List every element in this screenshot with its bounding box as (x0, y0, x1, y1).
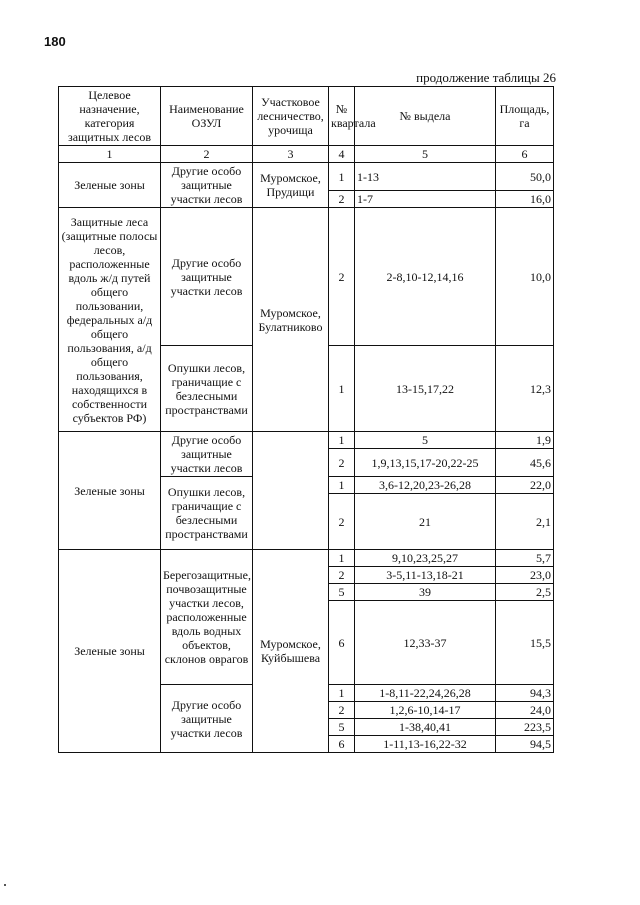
area-cell: 10,0 (496, 208, 554, 346)
area-cell: 223,5 (496, 719, 554, 736)
area-cell: 50,0 (496, 163, 554, 191)
quarter-cell: 1 (329, 685, 355, 702)
forestry-cell: Муромское, Прудищи (253, 163, 329, 208)
vydel-cell: 13-15,17,22 (355, 346, 496, 432)
quarter-cell: 5 (329, 584, 355, 601)
quarter-cell: 1 (329, 432, 355, 449)
vydel-cell: 12,33-37 (355, 601, 496, 685)
ozul-cell: Другие особо защитные участки лесов (161, 685, 253, 753)
vydel-cell: 3-5,11-13,18-21 (355, 567, 496, 584)
column-number: 4 (329, 146, 355, 163)
table-row (59, 208, 554, 346)
area-cell: 23,0 (496, 567, 554, 584)
purpose-cell: Зеленые зоны (59, 163, 161, 208)
header-quarter: № квартала (329, 87, 355, 146)
column-number: 1 (59, 146, 161, 163)
quarter-cell: 1 (329, 163, 355, 191)
purpose-cell: Зеленые зоны (59, 432, 161, 550)
quarter-cell: 2 (329, 449, 355, 477)
quarter-cell: 1 (329, 346, 355, 432)
area-cell: 12,3 (496, 346, 554, 432)
ozul-cell: Другие особо защитные участки лесов (161, 432, 253, 477)
area-cell: 2,1 (496, 494, 554, 550)
quarter-cell: 6 (329, 601, 355, 685)
forestry-cell (253, 432, 329, 550)
vydel-cell: 9,10,23,25,27 (355, 550, 496, 567)
column-number: 6 (496, 146, 554, 163)
table-row (59, 163, 554, 191)
forestry-cell: Муромское, Булатниково (253, 208, 329, 432)
vydel-cell: 1-38,40,41 (355, 719, 496, 736)
ozul-cell: Опушки лесов, граничащие с безлесными пространствами (161, 477, 253, 550)
vydel-cell: 1-8,11-22,24,26,28 (355, 685, 496, 702)
vydel-cell: 1-11,13-16,22-32 (355, 736, 496, 753)
ozul-cell: Берегозащитные, почвозащитные участки лесов, расположенные вдоль водных объектов, склонов оврагов (161, 550, 253, 685)
quarter-cell: 6 (329, 736, 355, 753)
vydel-cell: 2-8,10-12,14,16 (355, 208, 496, 346)
purpose-cell: Защитные леса (защитные полосы лесов, расположенные вдоль ж/д путей общего пользовании, федеральных а/д общего пользования, а/д общего пользования, находящихся в собственности субъектов РФ) (59, 208, 161, 432)
protective-forests-table (58, 86, 554, 753)
vydel-cell: 3,6-12,20,23-26,28 (355, 477, 496, 494)
quarter-cell: 1 (329, 550, 355, 567)
area-cell: 22,0 (496, 477, 554, 494)
header-forestry: Участковое лесничество, урочища (253, 87, 329, 146)
quarter-cell: 5 (329, 719, 355, 736)
column-number: 2 (161, 146, 253, 163)
vydel-cell: 1-7 (355, 191, 496, 208)
header-ozul: Наименование ОЗУЛ (161, 87, 253, 146)
header-purpose: Целевое назначение, категория защитных лесов (59, 87, 161, 146)
table-row (59, 550, 554, 567)
vydel-cell: 1-13 (355, 163, 496, 191)
vydel-cell: 1,2,6-10,14-17 (355, 702, 496, 719)
area-cell: 45,6 (496, 449, 554, 477)
table-continuation-caption: продолжение таблицы 26 (416, 70, 556, 85)
purpose-cell: Зеленые зоны (59, 550, 161, 753)
quarter-cell: 2 (329, 567, 355, 584)
area-cell: 2,5 (496, 584, 554, 601)
quarter-cell: 2 (329, 702, 355, 719)
area-cell: 1,9 (496, 432, 554, 449)
quarter-cell: 2 (329, 494, 355, 550)
ozul-cell: Другие особо защитные участки лесов (161, 163, 253, 208)
area-cell: 94,5 (496, 736, 554, 753)
vydel-cell: 39 (355, 584, 496, 601)
header-vydel: № выдела (355, 87, 496, 146)
page-number: 180 (44, 34, 66, 49)
area-cell: 94,3 (496, 685, 554, 702)
quarter-cell: 2 (329, 191, 355, 208)
ozul-cell: Опушки лесов, граничащие с безлесными пространствами (161, 346, 253, 432)
scan-artifact (4, 884, 6, 886)
area-cell: 5,7 (496, 550, 554, 567)
area-cell: 16,0 (496, 191, 554, 208)
vydel-cell: 21 (355, 494, 496, 550)
header-area: Площадь, га (496, 87, 554, 146)
vydel-cell: 1,9,13,15,17-20,22-25 (355, 449, 496, 477)
area-cell: 15,5 (496, 601, 554, 685)
column-number: 5 (355, 146, 496, 163)
column-number: 3 (253, 146, 329, 163)
quarter-cell: 2 (329, 208, 355, 346)
table-row (59, 432, 554, 449)
vydel-cell: 5 (355, 432, 496, 449)
quarter-cell: 1 (329, 477, 355, 494)
area-cell: 24,0 (496, 702, 554, 719)
forestry-cell: Муромское, Куйбышева (253, 550, 329, 753)
ozul-cell: Другие особо защитные участки лесов (161, 208, 253, 346)
